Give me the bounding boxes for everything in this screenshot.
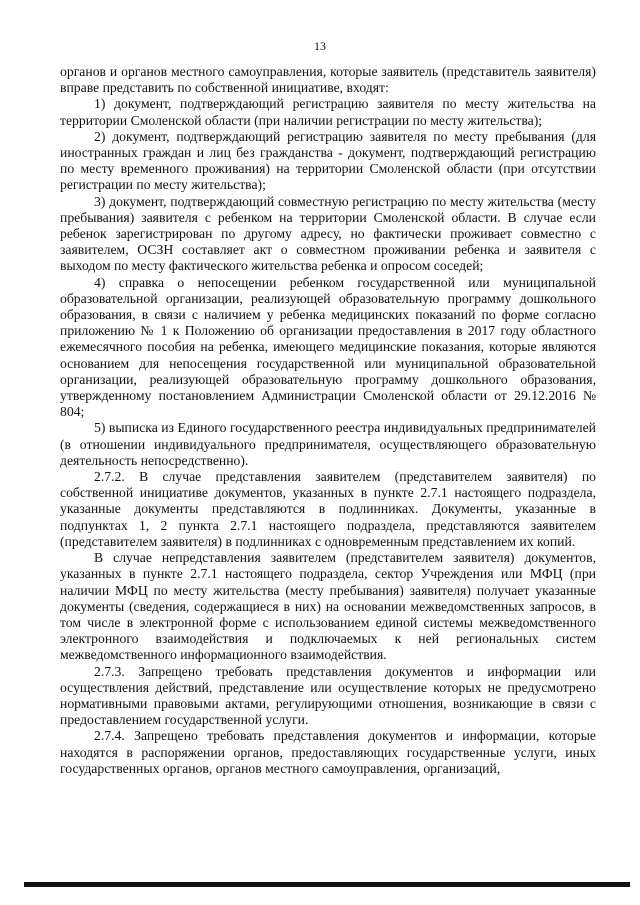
page-number: 13 <box>314 39 326 53</box>
paragraph: В случае непредставления заявителем (представителем заявителя) документов, указанных в пункте 2.7.1 настоящего подраздела, сектор Учреждения или МФЦ (при наличии МФЦ по месту жительства (месту пребывания) заявителя) получает указанные документы (сведения, содержащиеся в них) на основании межведомственных запросов, в том числе в электронной форме с использованием единой системы межведомственного электронного взаимодействия и подключаемых к ней региональных систем межведомственного информационного взаимодействия. <box>60 550 596 663</box>
paragraph: 2.7.3. Запрещено требовать представления документов и информации или осуществления действий, представление или осуществление которых не предусмотрено нормативными правовыми актами, регулирующими отношения, возникающие в связи с предоставлением государственной услуги. <box>60 663 596 728</box>
paragraph: 2.7.2. В случае представления заявителем (представителем заявителя) по собственной инициативе документов, указанных в пункте 2.7.1 настоящего подраздела, указанные документы представляются в подлинниках. Документы, указанные в подпунктах 1, 2 пункта 2.7.1 настоящего подраздела, представляются заявителем (представителем заявителя) в подлинниках с одновременным представлением их копий. <box>60 469 596 549</box>
document-body <box>60 64 596 777</box>
paragraph: 1) документ, подтверждающий регистрацию заявителя по месту жительства на территории Смоленской области (при наличии регистрации по месту жительства); <box>60 96 596 128</box>
paragraph: 3) документ, подтверждающий совместную регистрацию по месту жительства (месту пребывания) заявителя с ребенком на территории Смоленской области. В случае если ребенок зарегистрирован по другому адресу, но фактически проживает совместно с заявителем, ОСЗН составляет акт о совместном проживании ребенка и заявителя с выходом по месту фактического жительства ребенка и опросом соседей; <box>60 193 596 274</box>
paragraph: 2) документ, подтверждающий регистрацию заявителя по месту пребывания (для иностранных граждан и лиц без гражданства - документ, подтверждающий регистрацию по месту временного проживания) на территории Смоленской области (при отсутствии регистрации по месту жительства); <box>60 128 596 193</box>
paragraph: 5) выписка из Единого государственного реестра индивидуальных предпринимателей (в отношении индивидуального предпринимателя, осуществляющего образовательную деятельность непосредственно). <box>60 420 596 468</box>
paragraph: 2.7.4. Запрещено требовать представления документов и информации, которые находятся в распоряжении органов, предоставляющих государственные услуги, иных государственных органов, органов местного самоуправления, организаций, <box>60 728 596 776</box>
paragraph: органов и органов местного самоуправления, которые заявитель (представитель заявителя) вправе представить по собственной инициативе, входят: <box>60 64 596 96</box>
paragraph: 4) справка о непосещении ребенком государственной или муниципальной образовательной организации, реализующей образовательную программу дошкольного образования, в связи с наличием у ребенка медицинских показаний по форме согласно приложению № 1 к Положению об организации предоставления в 2017 году областного ежемесячного пособия на ребенка, имеющего медицинские показания, которые являются основанием для непосещения государственной или муниципальной образовательной организации, реализующей образовательную программу дошкольного образования, утвержденному постановлением Администрации Смоленской области от 29.12.2016 № 804; <box>60 274 596 420</box>
bottom-border-line <box>24 882 630 887</box>
